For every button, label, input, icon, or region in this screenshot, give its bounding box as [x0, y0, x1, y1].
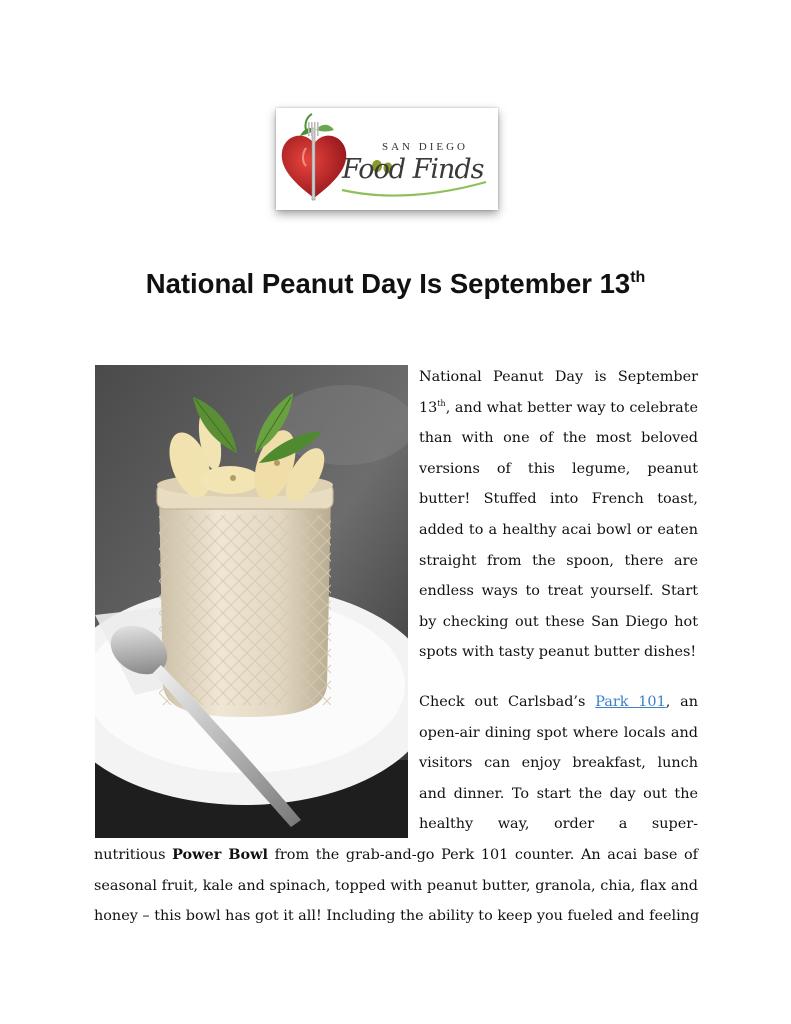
text-fragment: nutritious — [94, 847, 173, 863]
text-line: spots with tasty peanut butter dishes! — [419, 644, 697, 661]
text-line: honey – this bowl has got it all! Including the ability to keep you fueled and feeling — [94, 908, 700, 925]
title-superscript: th — [630, 269, 646, 286]
text-fragment: from the grab-and-go Perk 101 counter. An acai base of — [267, 847, 698, 863]
park-101-link[interactable]: Park 101 — [595, 694, 666, 710]
text-line: visitors can enjoy breakfast, lunch — [419, 755, 698, 772]
text-fragment: , an — [665, 694, 699, 710]
title-text: National Peanut Day Is September 13 — [145, 268, 631, 299]
text-line — [94, 840, 698, 871]
paragraph-power-bowl — [94, 840, 698, 932]
paragraph-park-101 — [419, 687, 698, 840]
text-line: endless ways to treat yourself. Start — [419, 583, 698, 600]
text-fragment: Check out Carlsbad’s — [419, 694, 596, 710]
text-line — [419, 393, 698, 424]
text-fragment: , and what better way to celebrate — [445, 399, 698, 416]
text-line: by checking out these San Diego hot — [419, 613, 698, 630]
logo-script-text: Food Finds — [342, 154, 484, 185]
text-line: open-air dining spot where locals and — [419, 724, 698, 741]
text-line: versions of this legume, peanut — [419, 460, 698, 477]
paragraph-intro — [419, 362, 698, 668]
text-line: healthy way, order a super- — [419, 816, 698, 833]
article-photo — [95, 365, 408, 838]
text-line: added to a healthy acai bowl or eaten — [419, 521, 698, 538]
text-fragment: 13 — [419, 399, 438, 416]
date-superscript: th — [437, 398, 446, 408]
text-line: and dinner. To start the day out the — [419, 785, 698, 802]
text-line: than with one of the most beloved — [419, 430, 698, 447]
article-title — [0, 268, 791, 300]
power-bowl-bold: Power Bowl — [172, 846, 268, 863]
text-line: seasonal fruit, kale and spinach, topped with peanut butter, granola, chia, flax and — [94, 877, 698, 894]
text-line: straight from the spoon, there are — [419, 552, 698, 569]
overnight-oats-photo — [95, 365, 408, 838]
text-line — [419, 687, 698, 718]
text-line: National Peanut Day is September — [419, 369, 698, 385]
logo-top-text: SAN DIEGO — [382, 141, 468, 153]
text-line: butter! Stuffed into French toast, — [419, 491, 698, 508]
san-diego-food-finds-logo — [276, 108, 498, 210]
